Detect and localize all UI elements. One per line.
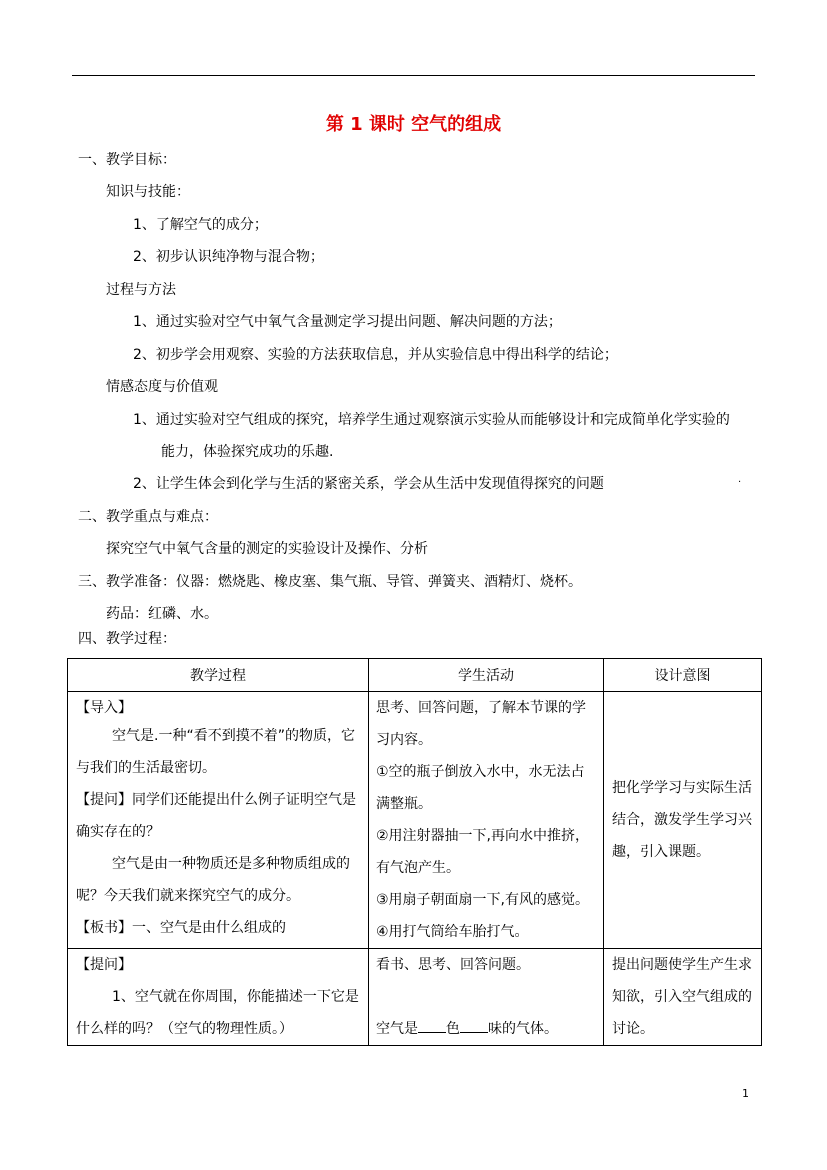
row2-c1-p1: 【提问】: [76, 957, 132, 973]
row2-c2-p1: 看书、思考、回答问题。: [376, 957, 530, 973]
teaching-process-table: [67, 658, 762, 1046]
row1-c3: 把化学学习与实际生活结合，激发学生学习兴趣，引入课题。: [612, 780, 752, 860]
row1-intent-cell: [604, 692, 762, 949]
knowledge-item-1: 1、了解空气的成分；: [133, 217, 268, 233]
section-4-heading: 四、教学过程：: [78, 631, 176, 647]
table-row: [68, 949, 762, 1046]
section-2-content: 探究空气中氧气含量的测定的实验设计及操作、分析: [106, 541, 428, 557]
process-item-1: 1、通过实验对空气中氧气含量测定学习提出问题、解决问题的方法；: [133, 314, 562, 330]
row1-c1-p2: 空气是.一种“看不到摸不着”的物质，它与我们的生活最密切。: [76, 728, 355, 776]
smell-blank: [460, 1018, 488, 1033]
row1-c1-p1: 【导入】: [76, 700, 132, 716]
section-3-drugs: 药品：红磷、水。: [106, 606, 218, 622]
table-row: [68, 692, 762, 949]
blank-prefix: 空气是: [376, 1021, 418, 1037]
emotion-item-1b: 能力，体验探究成功的乐趣.: [161, 444, 334, 460]
row1-c1-p3: 【提问】同学们还能提出什么例子证明空气是确实存在的？: [76, 792, 356, 840]
row1-teaching-cell: [68, 692, 369, 949]
emotion-heading: 情感态度与价值观: [106, 379, 218, 395]
row1-c2-p1: 思考、回答问题，了解本节课的学习内容。: [376, 700, 586, 748]
table-header-row: [68, 659, 762, 692]
section-3-line: 三、教学准备：仪器：燃烧匙、橡皮塞、集气瓶、导管、弹簧夹、酒精灯、烧杯。: [78, 574, 582, 590]
header-design-intent: 设计意图: [604, 659, 762, 692]
row2-c2-p2: [369, 981, 603, 1045]
row2-c1-p2: 1、空气就在你周围，你能描述一下它是什么样的吗？（空气的物理性质。）: [76, 989, 359, 1037]
row1-c1-p4: 空气是由一种物质还是多种物质组成的呢？今天我们就来探究空气的成分。: [76, 856, 350, 904]
emotion-item-1a: 1、通过实验对空气组成的探究，培养学生通过观察演示实验从而能够设计和完成简单化学实验的: [133, 412, 730, 428]
section-2-heading: 二、教学重点与难点：: [78, 509, 218, 525]
blank-mid: 色: [446, 1021, 460, 1037]
row1-c2-p2: ①空的瓶子倒放入水中，水无法占满整瓶。: [376, 764, 585, 812]
process-item-2: 2、初步学会用观察、实验的方法获取信息，并从实验信息中得出科学的结论；: [133, 347, 618, 363]
row2-teaching-cell: [68, 949, 369, 1046]
knowledge-item-2: 2、初步认识纯净物与混合物；: [133, 249, 324, 265]
section-1-heading: 一、教学目标：: [78, 152, 176, 168]
process-heading: 过程与方法: [106, 282, 176, 298]
row2-intent-cell: [604, 949, 762, 1046]
row1-c1-p5: 【板书】一、空气是由什么组成的: [76, 920, 286, 936]
row1-c2-p5: ④用打气筒给车胎打气。: [376, 924, 529, 940]
row1-student-cell: [369, 692, 604, 949]
page-title: 第 1 课时 空气的组成: [325, 114, 502, 135]
stray-mark: .: [738, 474, 742, 485]
row2-student-cell: [369, 949, 604, 1046]
header-rule: [72, 75, 755, 76]
blank-suffix: 味的气体。: [488, 1021, 558, 1037]
knowledge-heading: 知识与技能：: [106, 184, 190, 200]
row2-c3: 提出问题使学生产生求知欲，引入空气组成的讨论。: [612, 957, 752, 1037]
page-number: 1: [742, 1087, 749, 1100]
header-teaching-process: 教学过程: [68, 659, 369, 692]
row1-c2-p4: ③用扇子朝面扇一下,有风的感觉。: [376, 892, 590, 908]
header-student-activity: 学生活动: [369, 659, 604, 692]
row1-c2-p3: ②用注射器抽一下,再向水中推挤，有气泡产生。: [376, 828, 590, 876]
color-blank: [418, 1018, 446, 1033]
emotion-item-2: 2、让学生体会到化学与生活的紧密关系，学会从生活中发现值得探究的问题: [133, 476, 604, 492]
